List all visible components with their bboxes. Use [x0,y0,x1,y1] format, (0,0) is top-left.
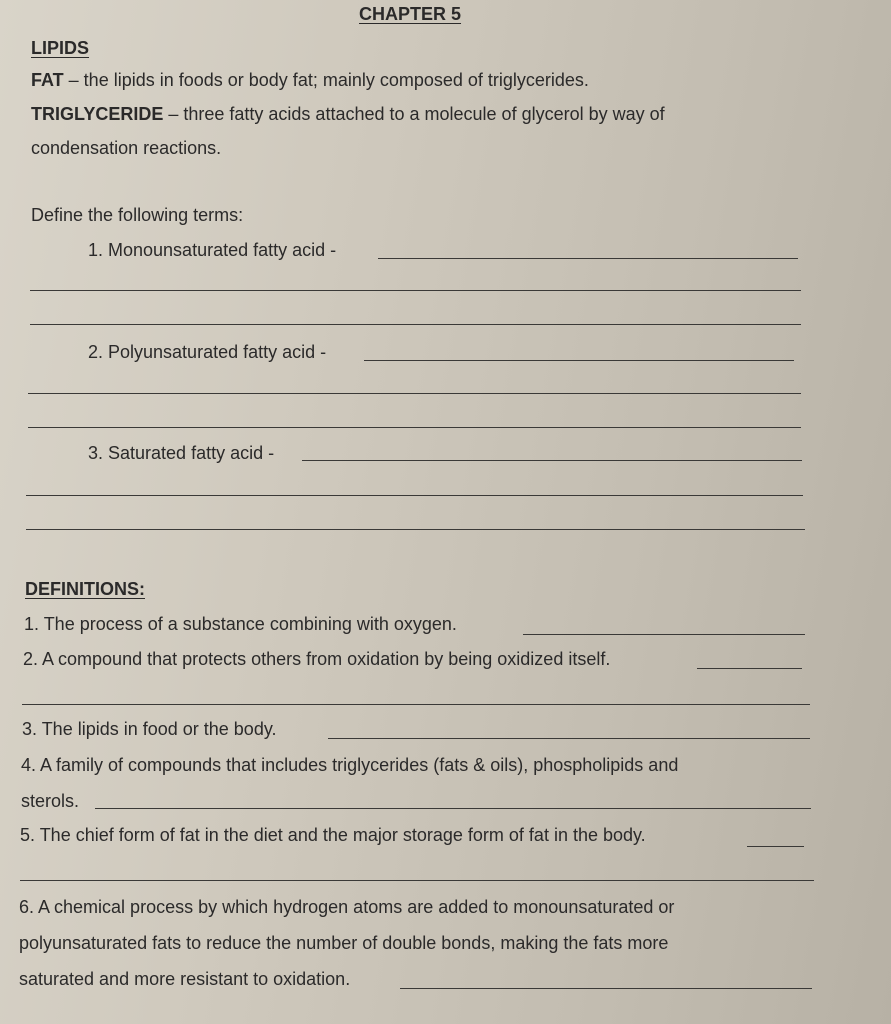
define-prompt: Define the following terms: [31,205,244,225]
definition-q5: 5. The chief form of fat in the diet and the major storage form of fat in the body. [20,825,646,845]
answer-line-poly-2[interactable] [28,393,801,394]
definition-q4: 4. A family of compounds that includes triglycerides (fats & oils), phospholipids and [21,755,679,775]
answer-line-saturated-3[interactable] [26,529,805,530]
answer-line-q2[interactable] [697,668,802,669]
answer-line-q1[interactable] [523,634,805,635]
answer-line-mono[interactable] [378,258,798,259]
definition-q1: 1. The process of a substance combining with oxygen. [24,614,457,634]
definition-q6: 6. A chemical process by which hydrogen atoms are added to monounsaturated or [19,897,675,917]
define-item-1: 1. Monounsaturated fatty acid - [88,240,337,260]
fat-term: FAT [31,70,64,90]
definition-q2: 2. A compound that protects others from oxidation by being oxidized itself. [23,649,611,669]
definition-q6-line3: saturated and more resistant to oxidation. [19,969,351,989]
triglyceride-definition [31,105,665,123]
triglyceride-term: TRIGLYCERIDE [31,104,164,124]
answer-line-q3[interactable] [328,738,810,739]
answer-line-q2-2[interactable] [22,704,810,705]
definition-q4-line2: sterols. [21,791,80,811]
answer-line-poly[interactable] [364,360,794,361]
answer-line-saturated[interactable] [302,460,802,461]
triglyceride-def-text: – three fatty acids attached to a molecule of glycerol by way of [163,104,665,124]
answer-line-q4[interactable] [95,808,811,809]
answer-line-q5-2[interactable] [20,880,814,881]
answer-line-mono-2[interactable] [30,290,801,291]
definition-q3: 3. The lipids in food or the body. [22,719,277,739]
answer-line-q6[interactable] [400,988,812,989]
define-item-2: 2. Polyunsaturated fatty acid - [88,342,327,362]
fat-def-text: – the lipids in foods or body fat; mainly composed of triglycerides. [63,70,589,90]
triglyceride-def-line2: condensation reactions. [31,138,222,158]
lipids-heading: LIPIDS [31,38,90,58]
definition-q6-line2: polyunsaturated fats to reduce the number of double bonds, making the fats more [19,933,669,953]
answer-line-mono-3[interactable] [30,324,801,325]
answer-line-q5[interactable] [747,846,804,847]
answer-line-poly-3[interactable] [28,427,801,428]
chapter-title: CHAPTER 5 [359,4,462,24]
answer-line-saturated-2[interactable] [26,495,803,496]
define-item-3: 3. Saturated fatty acid - [88,443,275,463]
definitions-heading: DEFINITIONS: [25,579,145,599]
fat-definition [31,71,589,89]
